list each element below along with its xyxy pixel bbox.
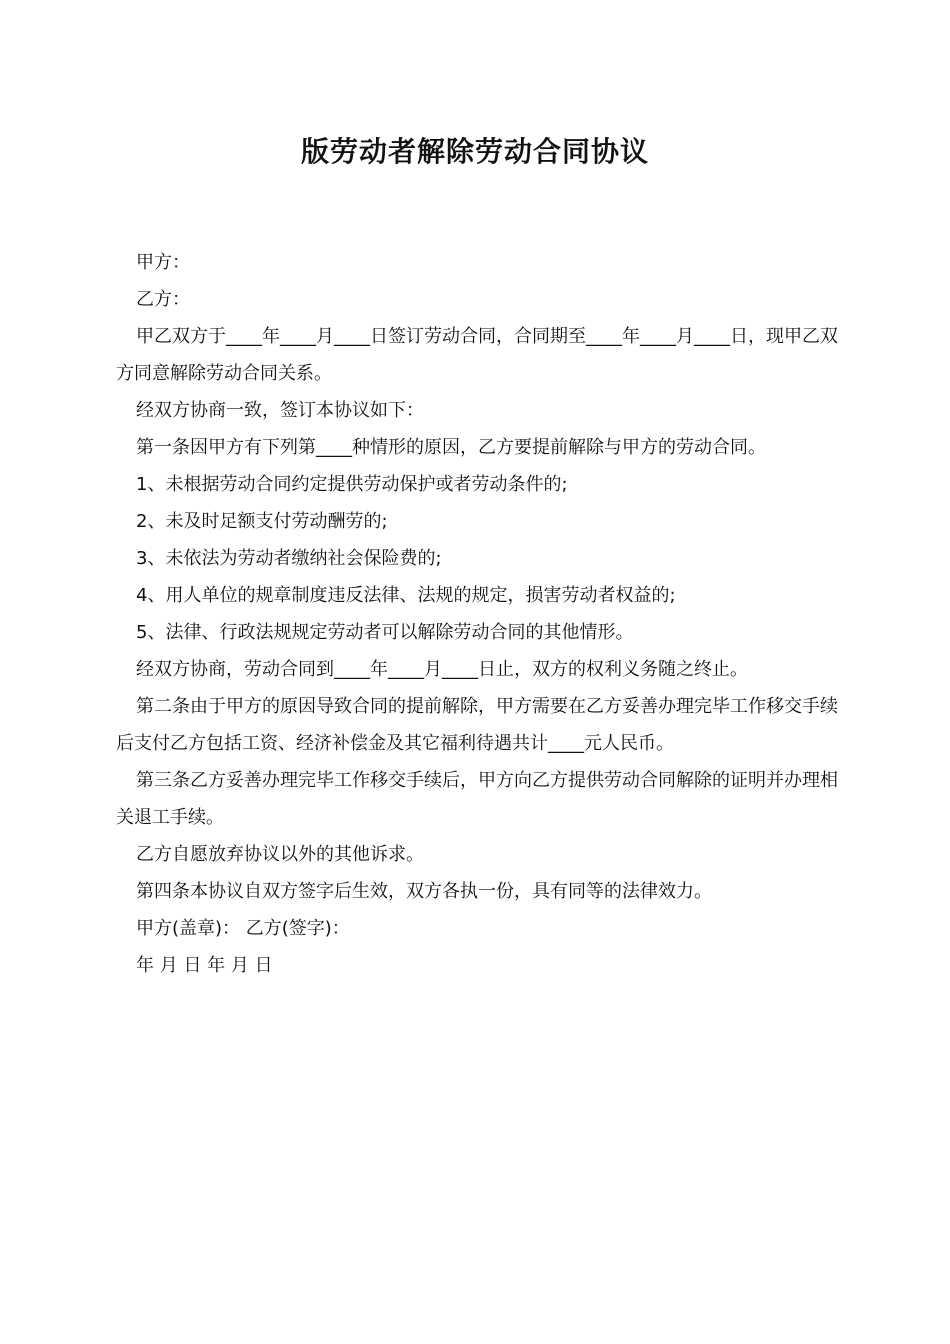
article-three: 第三条乙方妥善办理完毕工作移交手续后，甲方向乙方提供劳动合同解除的证明并办理相关退工手续。 bbox=[116, 770, 838, 828]
document-title: 版劳动者解除劳动合同协议 bbox=[300, 135, 649, 168]
contract-dates-paragraph: 甲乙双方于____年____月____日签订劳动合同，合同期至____年____月____日，现甲乙双方同意解除劳动合同关系。 bbox=[116, 326, 838, 384]
waiver-paragraph: 乙方自愿放弃协议以外的其他诉求。 bbox=[136, 844, 424, 865]
termination-date-paragraph: 经双方协商，劳动合同到____年____月____日止，双方的权利义务随之终止。 bbox=[136, 659, 748, 680]
document-body bbox=[116, 244, 838, 984]
agreement-intro: 经双方协商一致，签订本协议如下： bbox=[136, 400, 424, 421]
signature-line: 甲方(盖章)： 乙方(签字)： bbox=[136, 918, 350, 939]
clause-item-4: 4、用人单位的规章制度违反法律、法规的规定，损害劳动者权益的; bbox=[136, 585, 676, 606]
party-a-line: 甲方： bbox=[136, 252, 190, 273]
clause-item-5: 5、法律、行政法规规定劳动者可以解除劳动合同的其他情形。 bbox=[136, 622, 634, 643]
article-one: 第一条因甲方有下列第____种情形的原因，乙方要提前解除与甲方的劳动合同。 bbox=[136, 437, 766, 458]
clause-item-2: 2、未及时足额支付劳动酬劳的; bbox=[136, 511, 388, 532]
date-line: 年 月 日 年 月 日 bbox=[136, 955, 273, 976]
article-two: 第二条由于甲方的原因导致合同的提前解除，甲方需要在乙方妥善办理完毕工作移交手续后支付乙方包括工资、经济补偿金及其它福利待遇共计____元人民币。 bbox=[116, 696, 838, 754]
article-four: 第四条本协议自双方签字后生效，双方各执一份，具有同等的法律效力。 bbox=[136, 881, 712, 902]
party-b-line: 乙方： bbox=[136, 289, 190, 310]
clause-item-3: 3、未依法为劳动者缴纳社会保险费的; bbox=[136, 548, 442, 569]
clause-item-1: 1、未根据劳动合同约定提供劳动保护或者劳动条件的; bbox=[136, 474, 568, 495]
